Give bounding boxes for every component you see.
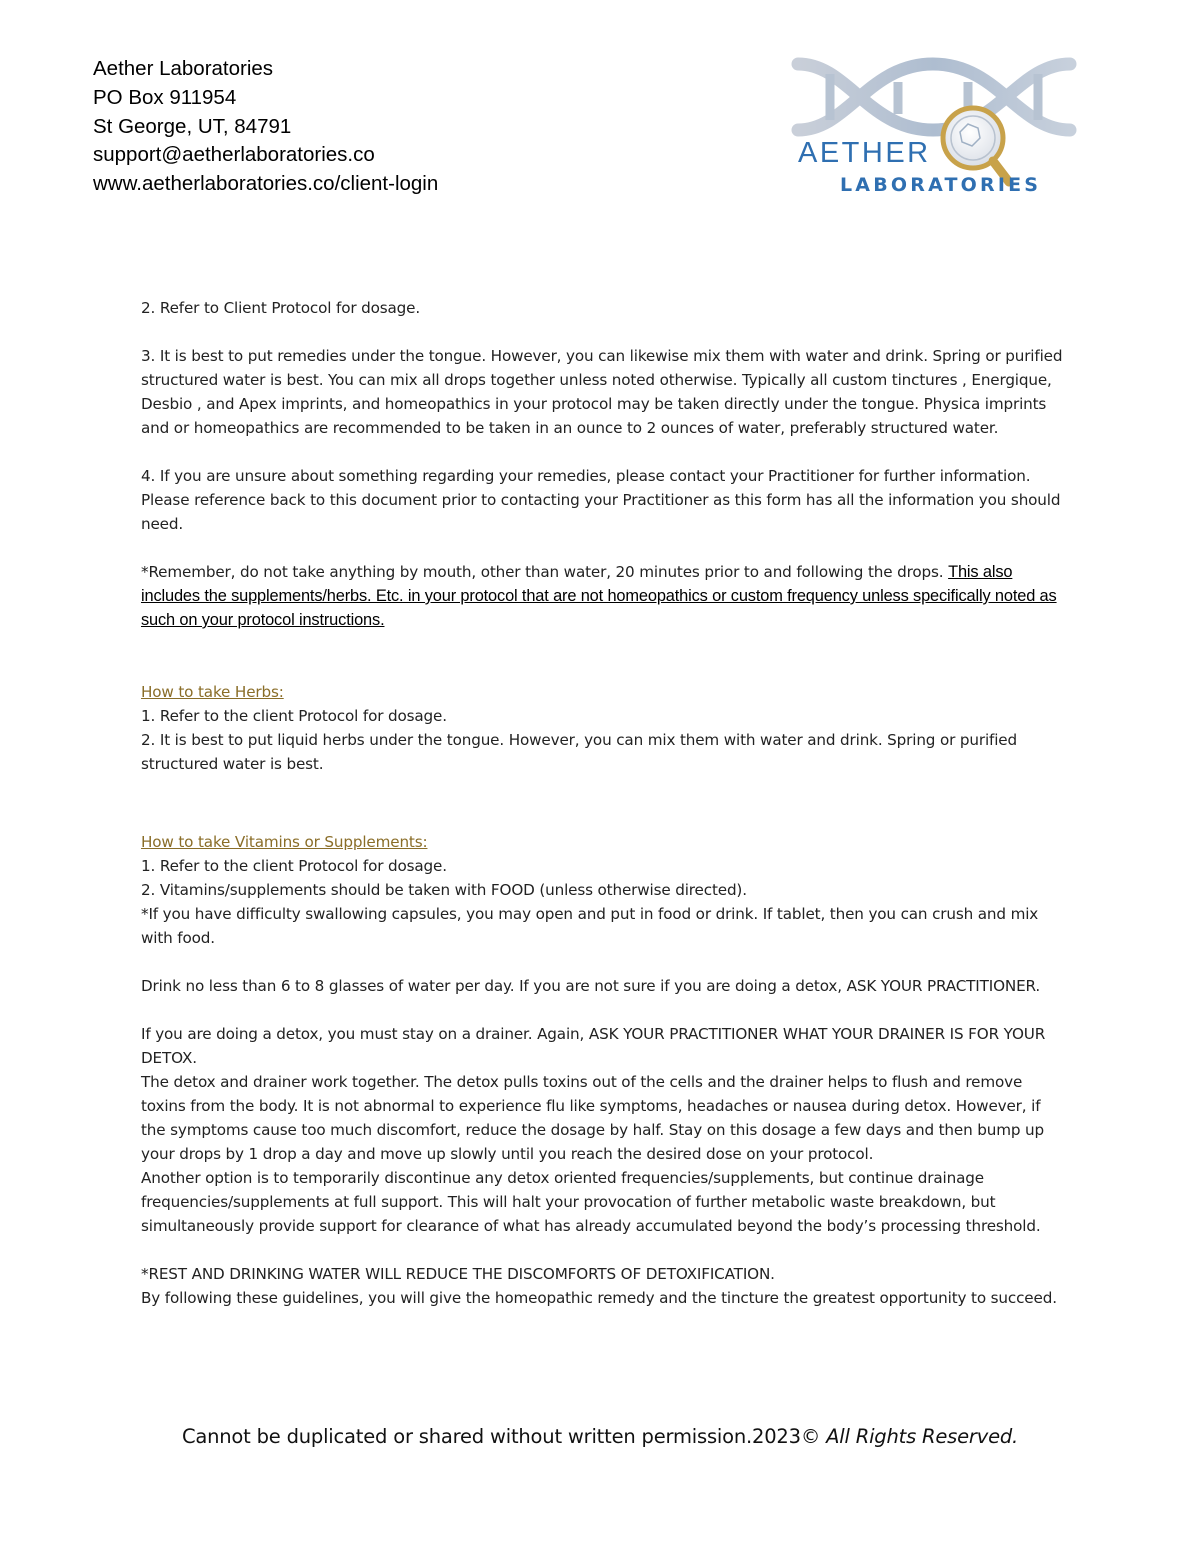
rights-reserved: All Rights Reserved.: [826, 1425, 1019, 1448]
remember-text: *Remember, do not take anything by mouth, other than water, 20 minutes prior to and following the drops.: [141, 563, 949, 581]
herbs-heading: How to take Herbs:: [141, 683, 284, 701]
paragraph-contact-practitioner: 4. If you are unsure about something regarding your remedies, please contact your Practitioner for further information. Please reference back to this document prior to contacting your Practitioner as this form has all the information you should need.: [141, 467, 1061, 533]
dna-helix-icon: [798, 64, 1070, 130]
po-box: PO Box 911954: [93, 85, 237, 109]
herbs-step-1: 1. Refer to the client Protocol for dosage.: [141, 707, 447, 725]
magnifier-icon: [943, 108, 1009, 182]
company-name: Aether Laboratories: [93, 57, 274, 80]
support-email: support@aetherlaboratories.co: [93, 143, 375, 167]
logo-word-aether: AETHER: [798, 137, 931, 169]
paragraph-detox-option: Another option is to temporarily discontinue any detox oriented frequencies/supplements, but continue drainage frequencies/supplements at full support. This will halt your provocation of further metabolic waste breakdown, but simultaneously provide support for clearance of what has already accumulated beyond the body’s processing threshold.: [141, 1169, 1041, 1235]
logo-word-laboratories: LABORATORIES: [840, 174, 1042, 196]
vitamins-heading: How to take Vitamins or Supplements:: [141, 833, 428, 851]
company-address-block: [93, 55, 438, 199]
aether-laboratories-logo: [788, 52, 1078, 202]
vitamins-step-2: 2. Vitamins/supplements should be taken with FOOD (unless otherwise directed).: [141, 881, 747, 899]
document-body: [141, 296, 1066, 1310]
vitamins-note: *If you have difficulty swallowing capsules, you may open and put in food or drink. If tablet, then you can crush and mix with food.: [141, 905, 1039, 947]
city-state-zip: St George, UT, 84791: [93, 114, 292, 138]
vitamins-step-1: 1. Refer to the client Protocol for dosage.: [141, 857, 447, 875]
client-login-url: www.aetherlaboratories.co/client-login: [93, 172, 439, 196]
herbs-step-2: 2. It is best to put liquid herbs under the tongue. However, you can mix them with water and drink. Spring or purified structured water is best.: [141, 731, 1017, 773]
paragraph-remember: [141, 560, 1066, 632]
remember-emphasis: This also includes the supplements/herbs. Etc. in your protocol that are not homeopathics or custom frequency unless specifically noted as such on your protocol instructions.: [141, 563, 1057, 629]
paragraph-rest: *REST AND DRINKING WATER WILL REDUCE THE DISCOMFORTS OF DETOXIFICATION.: [141, 1265, 775, 1283]
copyright-footer: [0, 1425, 1200, 1448]
copyright-text: Cannot be duplicated or shared without written permission.2023©: [181, 1425, 827, 1448]
paragraph-dosage: 2. Refer to Client Protocol for dosage.: [141, 299, 421, 317]
paragraph-closing: By following these guidelines, you will give the homeopathic remedy and the tincture the greatest opportunity to succeed.: [141, 1289, 1057, 1307]
paragraph-detox-drainer: If you are doing a detox, you must stay on a drainer. Again, ASK YOUR PRACTITIONER WHAT YOUR DRAINER IS FOR YOUR DETOX.: [141, 1025, 1046, 1067]
paragraph-water: Drink no less than 6 to 8 glasses of water per day. If you are not sure if you are doing a detox, ASK YOUR PRACTITIONER.: [141, 977, 1041, 995]
paragraph-under-tongue: 3. It is best to put remedies under the tongue. However, you can likewise mix them with water and drink. Spring or purified structured water is best. You can mix all drops together unless noted otherwise. Typically all custom tinctures , Energique, Desbio , and Apex imprints, and homeopathics in your protocol may be taken directly under the tongue. Physica imprints and or homeopathics are recommended to be taken in an ounce to 2 ounces of water, preferably structured water.: [141, 347, 1063, 437]
paragraph-detox-explanation: The detox and drainer work together. The detox pulls toxins out of the cells and the drainer helps to flush and remove toxins from the body. It is not abnormal to experience flu like symptoms, headaches or nausea during detox. However, if the symptoms cause too much discomfort, reduce the dosage by half. Stay on this dosage a few days and then bump up your drops by 1 drop a day and move up slowly until you reach the desired dose on your protocol.: [141, 1073, 1044, 1163]
